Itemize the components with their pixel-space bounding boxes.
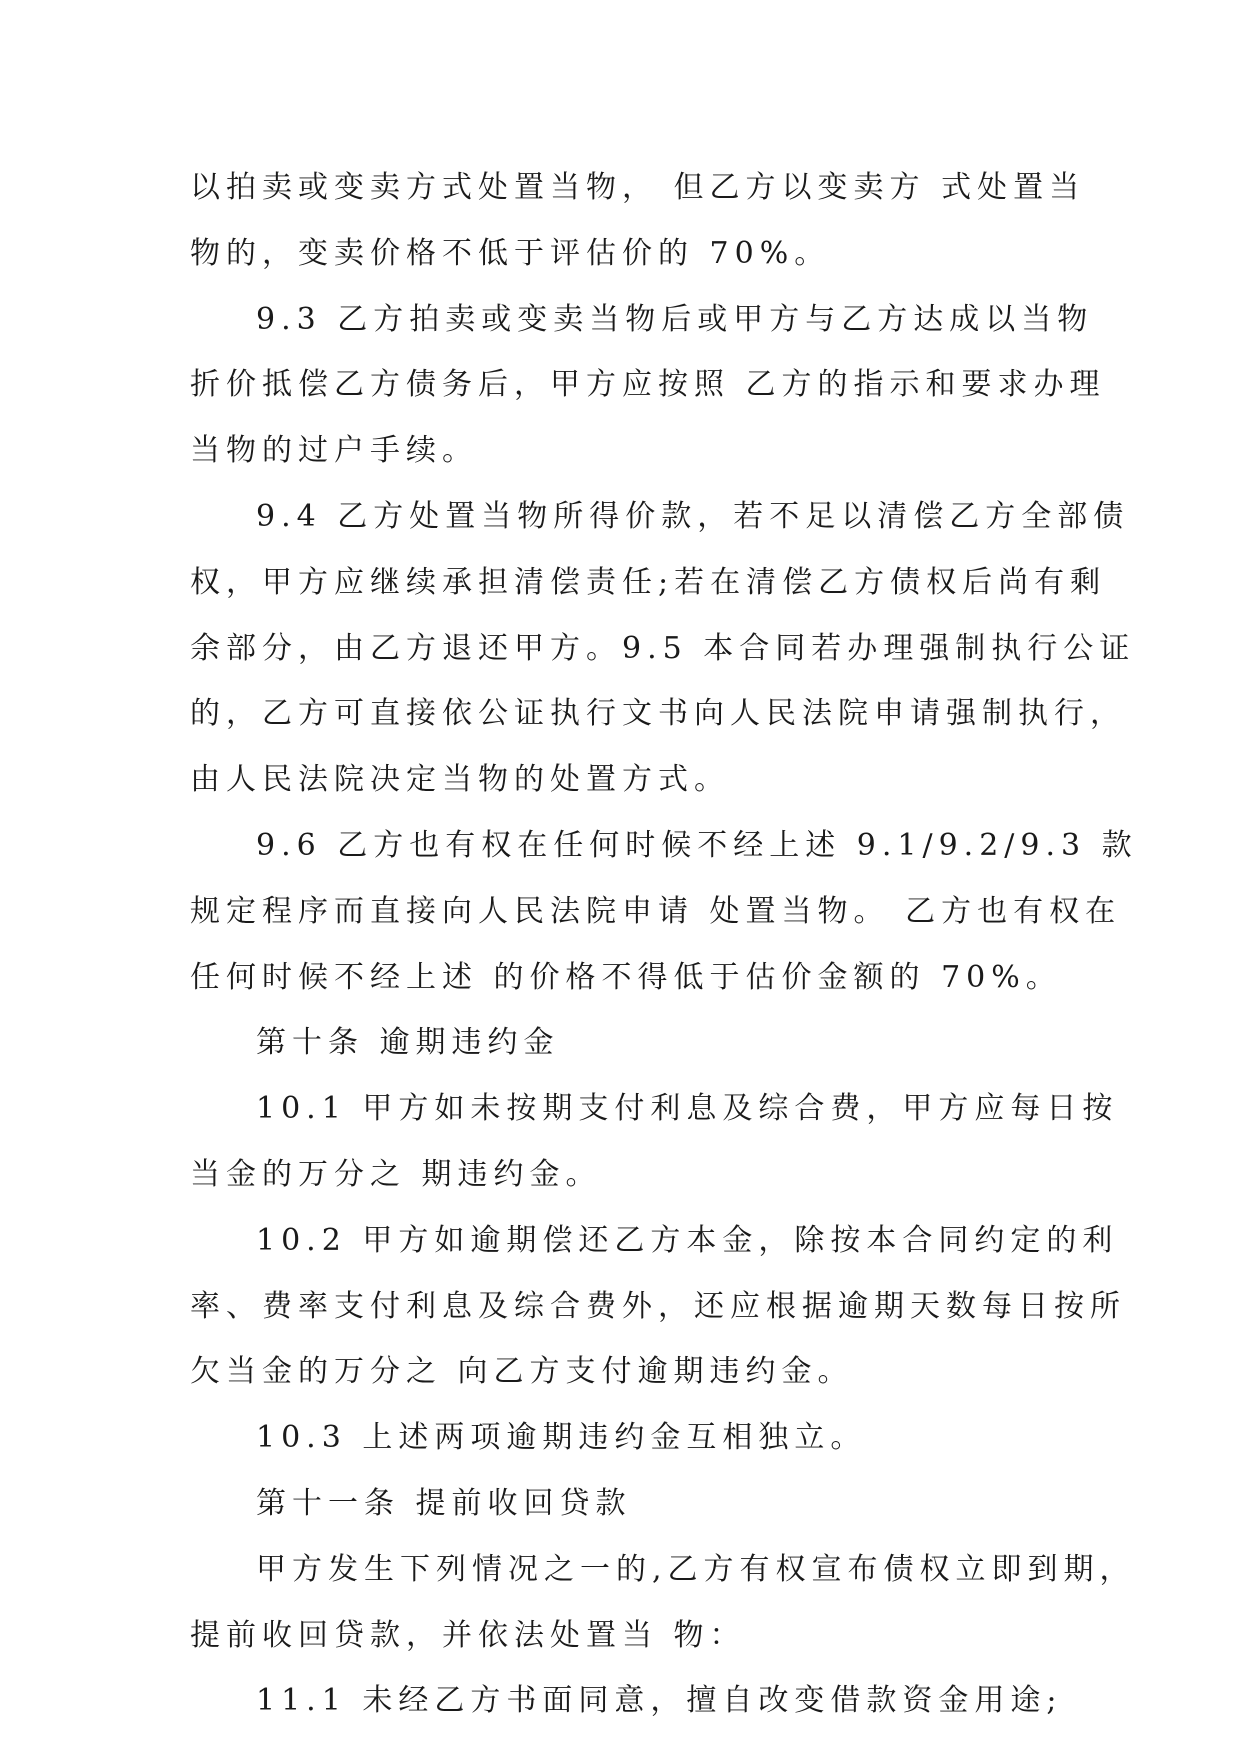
text-line: 物的，变卖价格不低于评估价的 70%。 xyxy=(190,235,831,271)
text-line: 当物的过户手续。 xyxy=(190,433,478,469)
text-line: 9.4 乙方处置当物所得价款，若不足以清偿乙方全部债 xyxy=(256,498,1130,534)
text-line: 以拍卖或变卖方式处置当物， 但乙方以变卖方 式处置当 xyxy=(190,170,1086,205)
text-line: 当金的万分之 期违约金。 xyxy=(190,1156,602,1192)
text-line: 余部分，由乙方退还甲方。9.5 本合同若办理强制执行公证 xyxy=(190,630,1136,666)
text-line: 欠当金的万分之 向乙方支付逾期违约金。 xyxy=(190,1354,854,1390)
text-line: 10.1 甲方如未按期支付利息及综合费，甲方应每日按 xyxy=(256,1091,1119,1127)
text-line: 规定程序而直接向人民法院申请 处置当物。 乙方也有权在 xyxy=(190,893,1122,929)
text-line: 第十一条 提前收回贷款 xyxy=(256,1485,632,1521)
text-line: 的，乙方可直接依公证执行文书向人民法院申请强制执行， xyxy=(190,696,1126,732)
text-line: 11.1 未经乙方书面同意，擅自改变借款资金用途; xyxy=(256,1683,1063,1719)
text-line: 率、费率支付利息及综合费外，还应根据逾期天数每日按所 xyxy=(190,1288,1126,1324)
text-line: 9.6 乙方也有权在任何时候不经上述 9.1/9.2/9.3 款 xyxy=(256,827,1138,863)
text-line: 10.2 甲方如逾期偿还乙方本金，除按本合同约定的利 xyxy=(256,1222,1119,1258)
document-body xyxy=(190,155,1138,1734)
text-line: 10.3 上述两项逾期违约金互相独立。 xyxy=(256,1420,867,1456)
text-line: 由人民法院决定当物的处置方式。 xyxy=(190,762,730,798)
text-line: 9.3 乙方拍卖或变卖当物后或甲方与乙方达成以当物 xyxy=(256,301,1094,337)
text-line: 折价抵偿乙方债务后，甲方应按照 乙方的指示和要求办理 xyxy=(190,367,1106,403)
text-line: 甲方发生下列情况之一的,乙方有权宣布债权立即到期， xyxy=(256,1551,1136,1587)
text-line: 任何时候不经上述 的价格不得低于估价金额的 70%。 xyxy=(190,959,1062,995)
text-line: 第十条 逾期违约金 xyxy=(256,1025,560,1061)
text-line: 权，甲方应继续承担清偿责任;若在清偿乙方债权后尚有剩 xyxy=(190,564,1107,600)
text-line: 提前收回贷款，并依法处置当 物： xyxy=(190,1617,746,1653)
